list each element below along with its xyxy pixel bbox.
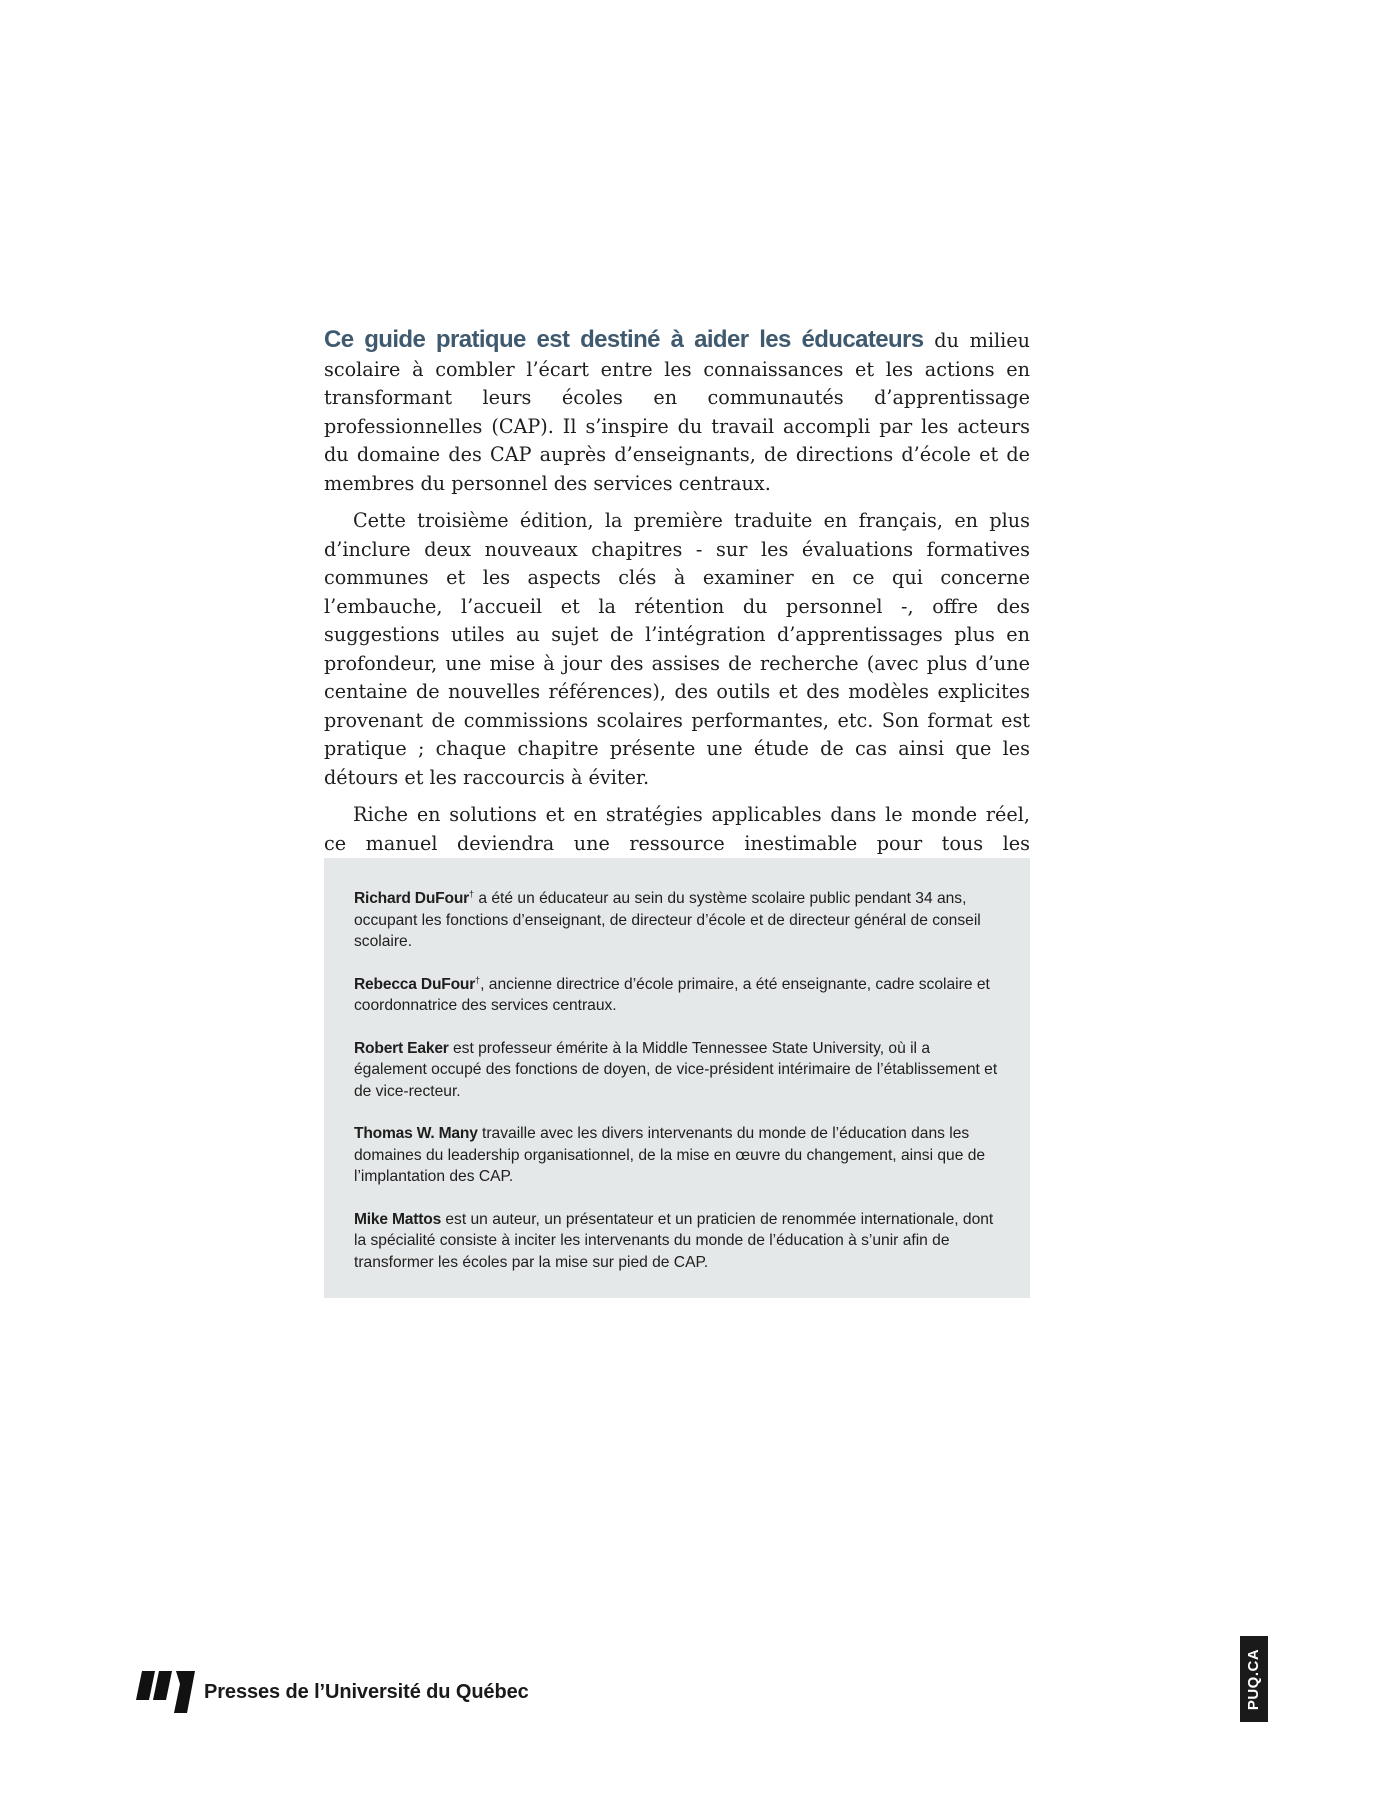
intro-paragraph-3: Riche en solutions et en stratégies applicables dans le monde réel, ce manuel deviendra une ressource inestimable pour tous les xyxy=(324,803,1030,855)
author-name: Mike Mattos xyxy=(354,1210,442,1228)
author-mark: † xyxy=(469,889,475,899)
author-bio-text: est un auteur, un présentateur et un praticien de renommée internationale, dont la spécialité consiste à inciter les intervenants du monde de l’éducation à s’unir afin de transformer les écoles par la mise sur pied de CAP. xyxy=(354,1210,994,1271)
author-name: Richard DuFour xyxy=(354,890,470,907)
author-bio-text: travaille avec les divers intervenants du monde de l’éducation dans les domaines du leadership organisationnel, de la mise en œuvre du changement, ainsi que de l’implantation des CAP. xyxy=(354,1125,986,1185)
author-bio-text: a été un éducateur au sein du système scolaire public pendant 34 ans, occupant les fonctions d’enseignant, de directeur d’école et de directeur général de conseil scolaire. xyxy=(354,890,981,950)
puq-web-label: PUQ.CA xyxy=(1245,1648,1263,1710)
author-name: Rebecca DuFour xyxy=(354,975,476,993)
intro-paragraph-2: Cette troisième édition, la première traduite en français, en plus d’inclure deux nouveaux chapitres - sur les évaluations formatives communes et les aspects clés à examiner en ce qui concerne l’embauche, l’accueil et la rétention du personnel -, offre des suggestions utiles au sujet de l’intégration d’apprentissages plus en profondeur, une mise à jour des assises de recherche (avec plus d’une centaine de nouvelles références), des outils et des modèles explicites provenant de commissions scolaires performantes, etc. Son format est pratique ; chaque chapitre présente une étude de cas ainsi que les détours et les raccourcis à éviter. xyxy=(324,509,1030,789)
author-name: Robert Eaker xyxy=(354,1039,449,1057)
author-bio xyxy=(354,888,1000,953)
author-bio xyxy=(354,974,1000,1017)
author-bio-text: , ancienne directrice d’école primaire, a été enseignante, cadre scolaire et coordonnatrice des services centraux. xyxy=(354,975,990,1014)
author-bio xyxy=(354,1209,1000,1274)
intro-paragraph-1-text: du milieu scolaire à combler l’écart entre les connaissances et les actions en transformant leurs écoles en communautés d’apprentissage professionnelles (CAP). Il s’inspire du travail accompli par les acteurs du domaine des CAP auprès d’enseignants, de directions d’école et de membres du personnel des services centraux. xyxy=(324,329,1031,495)
puq-web-tab xyxy=(1240,1636,1268,1722)
puq-logo-icon xyxy=(136,1670,196,1714)
publisher-name: Presses de l’Université du Québec xyxy=(204,1680,529,1703)
lead-phrase: Ce guide pratique est destiné à aider les éducateurs xyxy=(324,326,924,353)
author-bio xyxy=(354,1123,1000,1188)
authors-box xyxy=(324,858,1030,1298)
back-cover-description xyxy=(324,326,1030,896)
publisher-logo xyxy=(136,1670,529,1714)
author-bio xyxy=(354,1038,1000,1103)
author-mark: † xyxy=(475,974,481,985)
author-name: Thomas W. Many xyxy=(354,1125,478,1142)
author-bio-text: est professeur émérite à la Middle Tennessee State University, où il a également occupé des fonctions de doyen, de vice-président intérimaire de l’établissement et de vice-recteur. xyxy=(354,1039,998,1100)
intro-paragraph-1 xyxy=(324,326,1030,498)
